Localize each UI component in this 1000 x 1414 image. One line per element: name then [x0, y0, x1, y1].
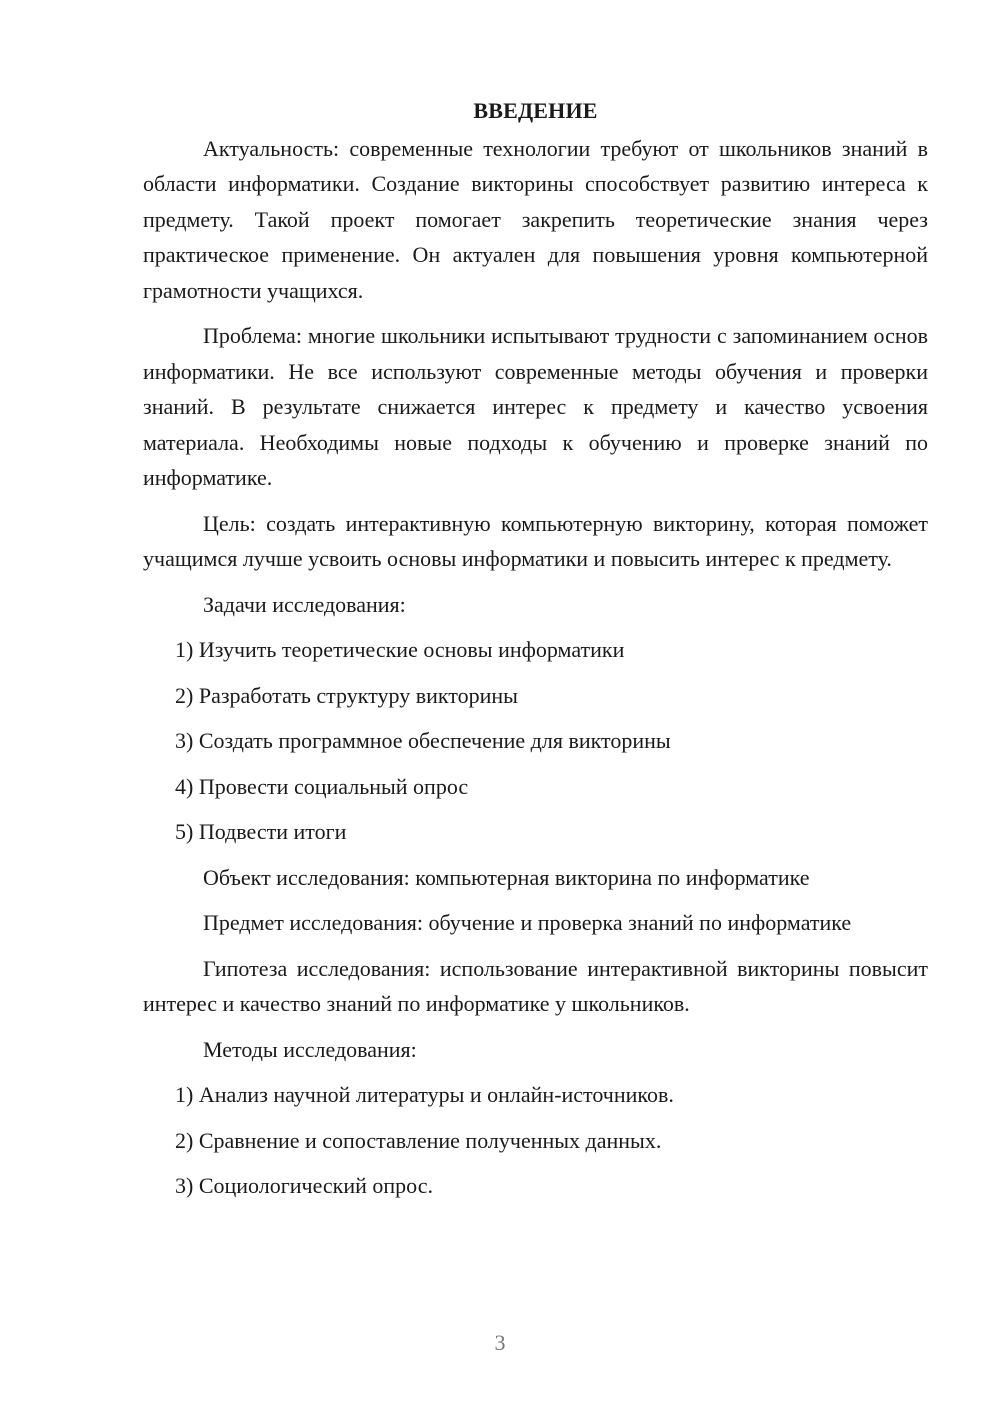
method-item [175, 1168, 928, 1204]
problem-paragraph: Проблема: многие школьники испытывают трудности с запоминанием основ информатики. Не все используют современные методы обучения и проверки знаний. В результате снижается интерес к предмету и качество усвоения материала. Необходимы новые подходы к обучению и проверке знаний по информатике. [143, 323, 928, 490]
task-item [175, 678, 928, 714]
task-text: Провести социальный опрос [198, 773, 469, 799]
methods-title: Методы исследования: [203, 1036, 417, 1062]
task-text: Изучить теоретические основы информатики [198, 637, 625, 662]
method-number: 1) [175, 1082, 194, 1107]
task-item [175, 632, 928, 668]
section-heading: ВВЕДЕНИЕ [473, 98, 598, 123]
task-number: 3) [175, 728, 194, 753]
method-text: Социологический опрос. [198, 1173, 433, 1198]
task-number: 2) [175, 682, 194, 708]
task-number: 5) [175, 819, 194, 844]
goal-paragraph: Цель: создать интерактивную компьютерную викторину, которая поможет учащимся лучше усвоить основы информатики и повысить интерес к предмету. [143, 510, 928, 571]
task-number: 1) [175, 637, 194, 662]
method-item [175, 1123, 928, 1159]
relevance-paragraph: Актуальность: современные технологии требуют от школьников знаний в области информатики. Создание викторины способствует развитию интереса к предмету. Такой проект помогает закрепить теоретические знания через практическое применение. Он актуален для повышения уровня компьютерной грамотности учащихся. [143, 135, 928, 303]
method-text: Анализ научной литературы и онлайн-источников. [198, 1082, 674, 1107]
task-text: Подвести итоги [198, 819, 347, 844]
task-number: 4) [175, 773, 194, 799]
tasks-title: Задачи исследования: [203, 591, 406, 617]
method-text: Сравнение и сопоставление полученных данных. [198, 1127, 662, 1153]
method-item [175, 1077, 928, 1113]
object-line: Объект исследования: компьютерная викторина по информатике [203, 864, 810, 890]
page-number: 3 [494, 1330, 506, 1355]
task-item [175, 814, 928, 850]
hypothesis-paragraph: Гипотеза исследования: использование интерактивной викторины повысит интерес и качество знаний по информатике у школьников. [143, 955, 928, 1016]
subject-paragraph: Предмет исследования: обучение и проверка знаний по информатике [203, 910, 852, 935]
task-item [175, 723, 928, 759]
method-number: 2) [175, 1127, 194, 1153]
task-item [175, 769, 928, 805]
method-number: 3) [175, 1173, 194, 1198]
task-text: Создать программное обеспечение для викторины [198, 728, 671, 753]
task-text: Разработать структуру викторины [198, 682, 518, 708]
document-page [143, 93, 928, 1214]
